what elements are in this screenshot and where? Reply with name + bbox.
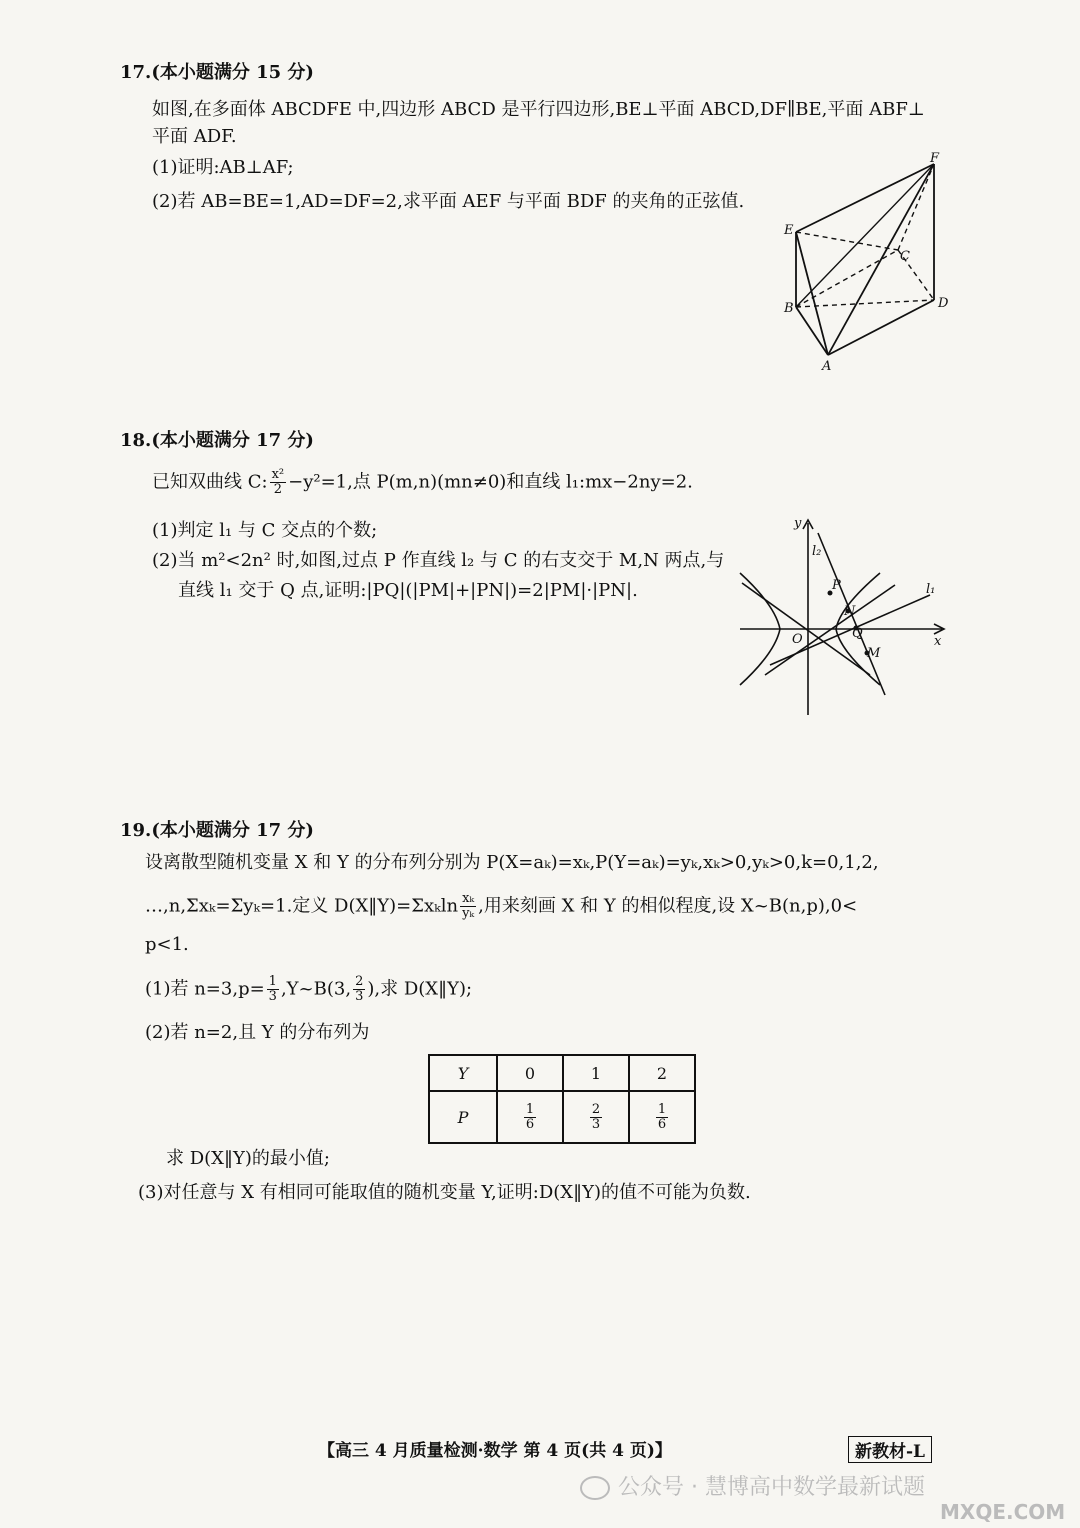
q19-part2: (2)若 n=2,且 Y 的分布列为 [145,1022,370,1043]
prob-den: 6 [657,1116,667,1132]
q19-part3: (3)对任意与 X 有相同可能取值的随机变量 Y,证明:D(X‖Y)的值不可能为负数. [138,1182,751,1203]
q19-fraction [460,892,476,921]
label-F: F [930,151,940,166]
q19-part1-frac2 [353,975,365,1004]
table-prob-cell [563,1091,629,1143]
q19-line2 [145,892,857,921]
label-O: O [792,632,803,647]
edge-EA [796,232,828,355]
q19-part1-c: ),求 D(X‖Y); [367,978,473,1000]
table-header-row [429,1055,695,1091]
edge-CF [898,164,934,250]
q19-sum-text: Σxₖ=Σyₖ=1.定义 D(X‖Y)=Σxₖln [186,895,459,917]
prob-den: 3 [591,1116,601,1132]
label-x: x [934,634,942,649]
q18-frac-den: 2 [273,482,282,497]
edge-BD [796,300,934,307]
q18-intro-a: 已知双曲线 C: [152,471,268,493]
q17-line1: 如图,在多面体 ABCDFE 中,四边形 ABCD 是平行四边形,BE⊥平面 ABCD,DF∥BE,平面 ABF⊥ [152,99,925,120]
q19-line3: p<1. [145,934,189,955]
table-row-label: P [429,1091,497,1143]
table-prob-cell [497,1091,563,1143]
label-l2: l₂ [812,544,822,559]
prob-num: 1 [525,1101,535,1117]
q17-line2: 平面 ADF. [152,126,237,147]
label-A: A [822,359,832,374]
q19-part1 [145,975,472,1004]
page-footer-title: 【高三 4 月质量检测·数学 第 4 页(共 4 页)】 [318,1441,672,1461]
table-prob-cell [629,1091,695,1143]
table-header-cell: 2 [629,1055,695,1091]
q19-part1-a: (1)若 n=3,p= [145,978,265,1000]
watermark-text: 公众号 · 慧博高中数学最新试题 [618,1475,925,1500]
edge-BC [796,250,898,307]
q18-header: 18.(本小题满分 17 分) [120,430,314,451]
edge-BA [796,307,828,355]
q18-fraction [270,468,287,497]
q18-hyperbola-figure [730,515,950,720]
q19-part1-frac1 [267,975,279,1004]
edition-badge: 新教材-L [848,1436,932,1463]
q19-part2-end: 求 D(X‖Y)的最小值; [166,1148,330,1169]
q19-frac-num: xₖ [460,892,476,907]
table-header-cell: 0 [497,1055,563,1091]
label-C: C [900,249,910,264]
wechat-icon [580,1476,610,1500]
asymptote-2 [765,585,895,675]
table-header-cell: 1 [563,1055,629,1091]
label-P: P [832,578,841,593]
edge-EF [796,164,934,232]
edge-AF [828,164,934,355]
q18-frac-num: x² [271,467,285,482]
q19-line2-a: …,n, [145,895,187,917]
frac2-num: 2 [355,974,364,989]
q19-line1: 设离散型随机变量 X 和 Y 的分布列分别为 P(X=aₖ)=xₖ,P(Y=aₖ)=yₖ,xₖ>0,yₖ>0,k=0,1,2, [145,852,879,873]
label-N: N [844,604,856,619]
edge-EC [796,232,898,250]
q19-header: 19.(本小题满分 17 分) [120,820,314,841]
frac1-den: 3 [268,989,277,1004]
distribution-table [428,1054,696,1144]
prob-num: 1 [657,1101,667,1117]
q18-part2-b: 直线 l₁ 交于 Q 点,证明:|PQ|(|PM|+|PN|)=2|PM|·|PN|. [178,580,638,601]
frac2-den: 3 [355,989,364,1004]
q18-intro-b: −y²=1,点 P(m,n)(mn≠0)和直线 l₁:mx−2ny=2. [288,471,693,493]
q17-part2: (2)若 AB=BE=1,AD=DF=2,求平面 AEF 与平面 BDF 的夹角的正弦值. [152,191,745,212]
q17-header: 17.(本小题满分 15 分) [120,62,314,83]
label-l1: l₁ [926,582,936,597]
frac1-num: 1 [268,974,277,989]
wechat-watermark [580,1470,925,1501]
label-D: D [938,296,949,311]
q18-part1: (1)判定 l₁ 与 C 交点的个数; [152,520,378,541]
label-E: E [784,223,794,238]
label-M: M [867,646,881,661]
label-B: B [784,301,794,316]
q19-line2-b: ,用来刻画 X 和 Y 的相似程度,设 X~B(n,p),0< [478,895,858,917]
q19-part1-b: ,Y~B(3, [280,978,352,1000]
q19-frac-den: yₖ [462,906,475,921]
label-y: y [794,516,802,531]
prob-den: 6 [525,1116,535,1132]
table-header-cell: Y [429,1055,497,1091]
site-logo: MXQE.COM [940,1500,1066,1524]
prob-num: 2 [591,1101,601,1117]
table-prob-row [429,1091,695,1143]
q18-part2-a: (2)当 m²<2n² 时,如图,过点 P 作直线 l₂ 与 C 的右支交于 M,N 两点,与 [152,550,725,571]
label-Q: Q [852,626,863,641]
q17-part1: (1)证明:AB⊥AF; [152,157,294,178]
q17-polyhedron-figure [776,150,956,380]
q18-intro [152,468,693,497]
